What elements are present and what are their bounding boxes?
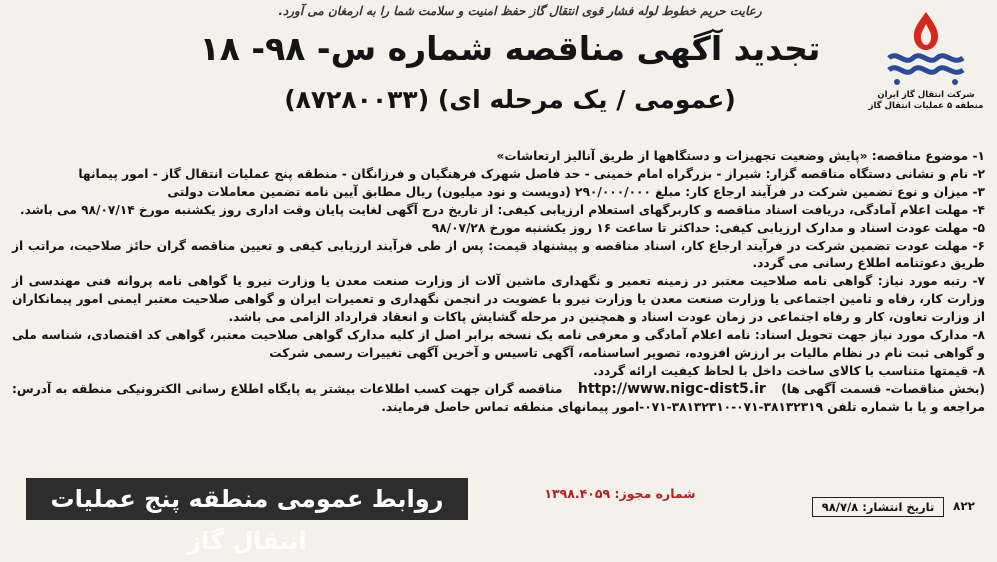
website-link[interactable]: http://www.nigc-dist5.ir — [577, 380, 766, 397]
item-organizer-address: ۲- نام و نشانی دستگاه مناقصه گزار: شیراز - بزرگراه امام خمینی - حد فاصل شهرک فرهنگیان و فرزانگان - منطقه پنج عملیات انتقال گاز - امور پیمانها — [78, 166, 985, 181]
publication-date: تاریخ انتشار: ۹۸/۷/۸ — [812, 497, 944, 517]
gas-flame-logo-icon — [883, 8, 969, 88]
org-name: شرکت انتقال گاز ایران — [877, 90, 975, 100]
item-required-rank: ۷- رتبه مورد نیاز: گواهی نامه صلاحیت معتبر در زمینه تعمیر و نگهداری ماشین آلات از وزارت صنعت معدن یا وزارت نیرو یا گواهی نامه پروانه فنی مهندسی از وزارت کار، رفاه و تامین اجتماعی یا وزارت صنعت معدن یا وزارت نیرو با عضویت در انجمن نگهداری و تعمیرات ایران و گواهی صلاحیت معتبر ایمنی امور پیمانکاران از وزارت تعاون، کار و رفاه اجتماعی در زمان عودت اسناد و همچنین در مرحله گشایش پاکات و انعقاد قرارداد الزامی می باشد. — [12, 274, 985, 325]
item-subject: ۱- موضوع مناقصه: «پایش وضعیت تجهیزات و دستگاهها از طریق آنالیز ارتعاشات» — [496, 149, 985, 163]
tender-details — [12, 148, 985, 417]
item-documents-return: ۵- مهلت عودت اسناد و مدارک ارزیابی کیفی: حداکثر تا ساعت ۱۶ روز یکشنبه مورخ ۹۸/۰۷/۲۸ — [431, 220, 985, 235]
ad-number: ۸۲۲ — [953, 499, 975, 513]
website-section: (بخش مناقصات- قسمت آگهی ها) — [781, 381, 985, 396]
item-required-documents: ۸- مدارک مورد نیاز جهت تحویل اسناد: نامه اعلام آمادگی و معرفی نامه یک نسخه برابر اصل از کلیه مدارک گواهی صلاحیت معتبر، گواهی کد اقتصادی، شناسه ملی و گواهی ثبت نام در نظام مالیات بر ارزش افزوده، تصویر اساسنامه، آگهی تاسیس و آخرین آگهی تغییرات رسمی شرکت — [12, 328, 985, 360]
public-relations-banner: روابط عمومی منطقه پنج عملیات انتقال گاز — [26, 478, 468, 520]
footer — [0, 474, 997, 555]
contact-url-line — [12, 381, 985, 399]
page-title: تجدید آگهی مناقصه شماره س- ۹۸- ۱۸ — [199, 29, 821, 68]
contact-intro: مناقصه گران جهت کسب اطلاعات بیشتر به پایگاه اطلاع رسانی الکترونیکی منطقه به آدرس: — [12, 381, 563, 396]
contact-phone-line: مراجعه و یا با شماره تلفن ۳۸۱۳۲۳۱۹-۰۷۱-۳۸۱۳۲۳۱۰-۰۷۱-امور پیمانهای منطقه تماس حاصل فرمایند. — [381, 399, 985, 414]
permit-number: شماره مجوز: ۱۳۹۸.۴۰۵۹ — [544, 486, 696, 501]
item-readiness-deadline: ۴- مهلت اعلام آمادگی، دریافت اسناد مناقصه و کاربرگهای استعلام ارزیابی کیفی: از تاریخ درج آگهی لغایت پایان وقت اداری روز یکشنبه مورخ ۹۸/۰۷/۱۴ می باشد. — [19, 202, 985, 217]
item-guarantee-return: ۶- مهلت عودت تضمین شرکت در فرآیند ارجاع کار، اسناد مناقصه و پیشنهاد قیمت: پس از طی فرآیند ارزیابی کیفی و تعیین مناقصه گران حائز صلاحیت، مراتب از طریق دعوتنامه اطلاع رسانی می گردد. — [12, 238, 985, 271]
tender-type-subtitle: (عمومی / یک مرحله ای) (۸۷۲۸۰۰۳۳) — [284, 85, 736, 114]
company-logo — [863, 8, 989, 128]
item-pricing: ۸- قیمتها متناسب با کالای ساخت داخل با لحاظ کیفیت ارائه گردد. — [593, 363, 985, 378]
safety-slogan: رعایت حریم خطوط لوله فشار قوی انتقال گاز حفظ امنیت و سلامت شما را به ارمغان می آورد. — [278, 4, 762, 18]
org-region: منطقه ۵ عملیات انتقال گاز — [868, 101, 984, 111]
item-guarantee: ۳- میزان و نوع تضمین شرکت در فرآیند ارجاع کار: مبلغ ۲۹۰/۰۰۰/۰۰۰ (دویست و نود میلیون) ریال مطابق آیین نامه تضمین معاملات دولتی — [167, 184, 985, 199]
